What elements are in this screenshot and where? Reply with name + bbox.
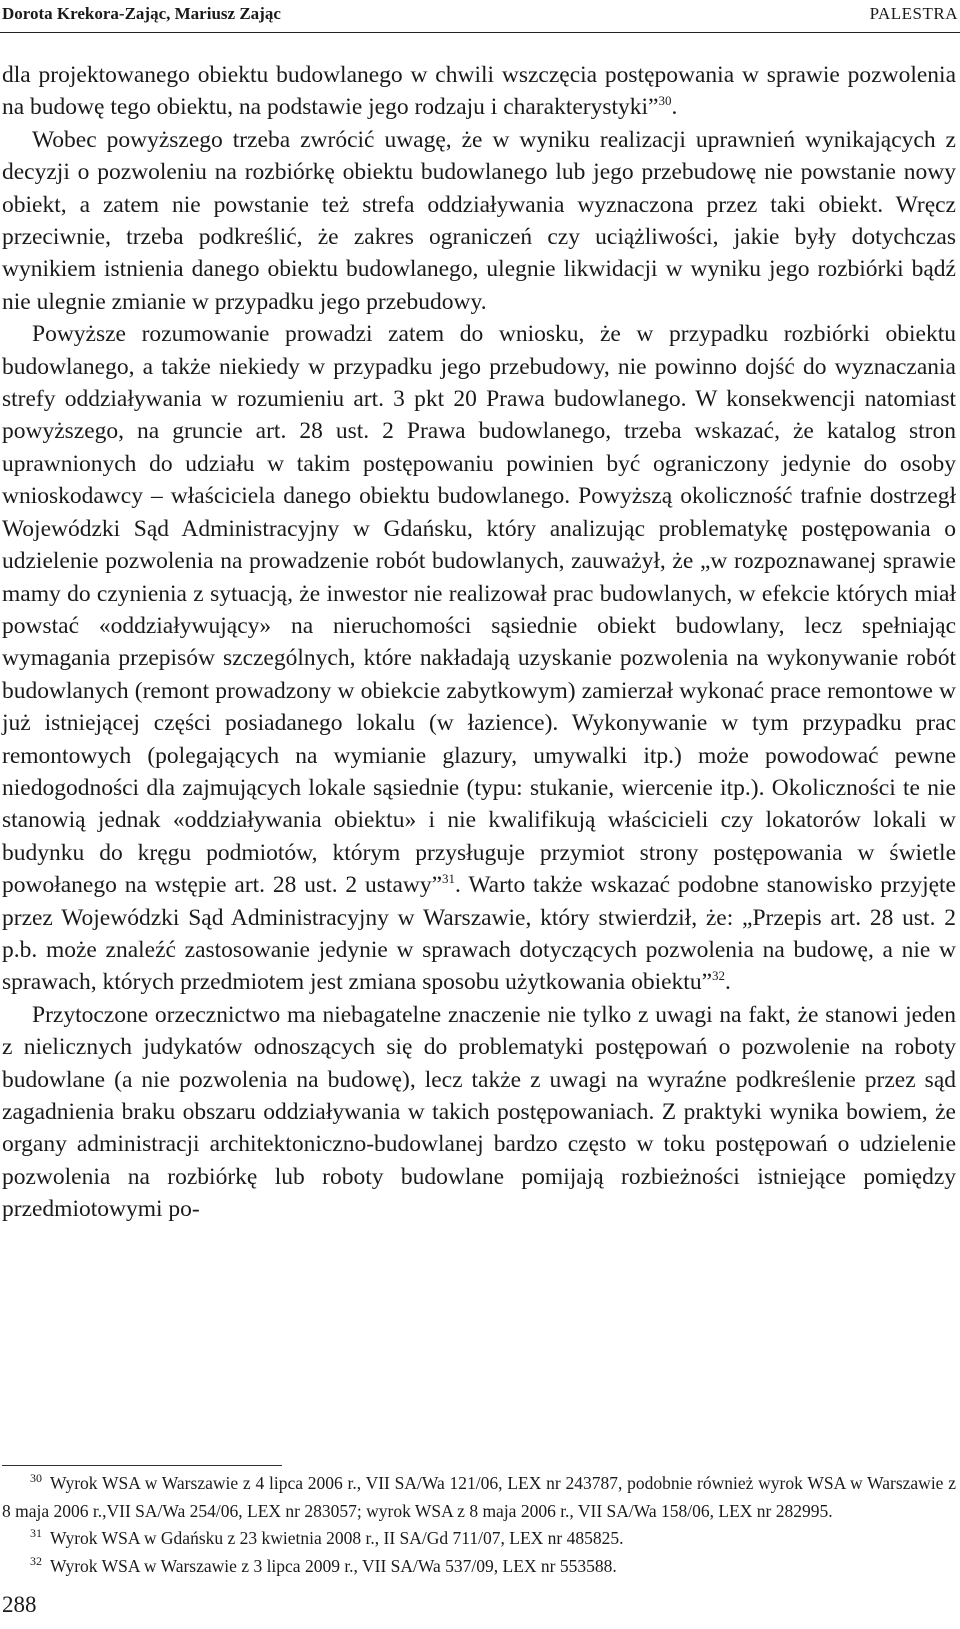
footnote-text: Wyrok WSA w Warszawie z 4 lipca 2006 r., VII SA/Wa 121/06, LEX nr 243787, podobnie również wyrok WSA w Warszawie z 8 maja 2006 r.,VII SA/Wa 254/06, LEX nr 283057; wyrok WSA z 8 maja 2006 r., VII SA/Wa 158/06, LEX nr 282995. (2, 1473, 956, 1521)
paragraph-text: Wobec powyższego trzeba zwrócić uwagę, że w wyniku realizacji uprawnień wynikających z decyzji o pozwoleniu na rozbiórkę obiektu budowlanego lub jego przebudowę nie powstanie nowy obiekt, a zatem nie powstanie też strefa oddziaływania wyznaczona przez taki obiekt. Wręcz przeciwnie, trzeba podkreślić, że zakres ograniczeń czy uciążliwości, jakie były dotychczas wynikiem istnienia danego obiektu budowlanego, ulegnie likwidacji w wyniku jego rozbiórki bądź nie ulegnie zmianie w przypadku jego przebudowy. (2, 126, 956, 315)
paragraph-text: Przytoczone orzecznictwo ma niebagatelne znaczenie nie tylko z uwagi na fakt, że stanowi jeden z nielicznych judykatów odnoszących się do problematyki postępowań o pozwolenie na roboty budowlane (a nie pozwolenia na budowę), lecz także z uwagi na wyraźne podkreślenie przez sąd zagadnienia braku obszaru oddziaływania w takich postępowaniach. Z praktyki wynika bowiem, że organy administracji architektoniczno-budowlanej bardzo często w toku postępowań o udzielenie pozwolenia na rozbiórkę lub roboty budowlane pomijają rozbieżności istniejące pomiędzy przedmiotowymi po- (2, 1001, 956, 1223)
footnotes (2, 1470, 956, 1580)
footnote-32 (2, 1553, 956, 1581)
footnote-30 (2, 1470, 956, 1525)
paragraph-text: . (671, 94, 678, 121)
footnote-ref-30[interactable]: 30 (658, 93, 672, 109)
running-header (0, 0, 960, 33)
footnote-number: 31 (30, 1526, 42, 1541)
paragraph-2 (2, 124, 956, 318)
paragraph-text: . Warto także wskazać podobne stanowisko przyjęte przez Wojewódzki Sąd Administracyjny w Warszawie, który stwierdził, że: „Przepis art. 28 ust. 2 p.b. może znaleźć zastosowanie jedynie w sprawach dotyczących pozwolenia na budowę, a nie w sprawach, których przedmiotem jest zmiana sposobu użytkowania obiektu” (2, 872, 956, 996)
header-authors: Dorota Krekora-Zając, Mariusz Zając (2, 4, 281, 23)
footnote-ref-32[interactable]: 32 (712, 968, 726, 984)
paragraph-1 (2, 59, 956, 124)
footnote-number: 32 (30, 1553, 42, 1568)
footnote-text: Wyrok WSA w Warszawie z 3 lipca 2009 r., VII SA/Wa 537/09, LEX nr 553588. (50, 1555, 617, 1576)
paragraph-text: Powyższe rozumowanie prowadzi zatem do wniosku, że w przypadku rozbiórki obiektu budowlanego, a także niekiedy w przypadku jego przebudowy, nie powinno dojść do wyznaczania strefy oddziaływania w rozumieniu art. 3 pkt 20 Prawa budowlanego. W konsekwencji natomiast powyższego, na gruncie art. 28 ust. 2 Prawa budowlanego, trzeba wskazać, że katalog stron uprawnionych do udziału w takim postępowaniu powinien być ograniczony jedynie do osoby wnioskodawcy – właściciela danego obiektu budowlanego. Powyższą okoliczność trafnie dostrzegł Wojewódzki Sąd Administracyjny w Gdańsku, który analizując problematykę postępowania o udzielenie pozwolenia na prowadzenie robót budowlanych, zauważył, że „w rozpoznawanej sprawie mamy do czynienia z sytuacją, że inwestor nie realizował prac budowlanych, w efekcie których miał powstać «oddziaływujący» na nieruchomości sąsiednie obiekt budowlany, lecz spełniając wymagania przepisów szczególnych, które nakładają uzyskanie pozwolenia na wykonywanie robót budowlanych (remont prowadzony w obiekcie zabytkowym) zamierzał wykonać prace remontowe w już istniejącej części posiadanego lokalu (w łazience). Wykonywanie w tym przypadku prac remontowych (polegających na wymianie glazury, umywalki itp.) może powodować pewne niedogodności dla zajmujących lokale sąsiednie (typu: stukanie, wiercenie itp.). Okoliczności te nie stanowią jednak «oddziaływania obiektu» i nie kwalifikują właścicieli czy lokatorów lokali w budynku do kręgu podmiotów, którym przysługuje przymiot strony postępowania w świetle powołanego na wstępie art. 28 ust. 2 ustawy” (2, 321, 956, 899)
footnote-text: Wyrok WSA w Gdańsku z 23 kwietnia 2008 r., II SA/Gd 711/07, LEX nr 485825. (50, 1528, 624, 1548)
paragraph-4 (2, 999, 956, 1226)
paragraph-3 (2, 318, 956, 999)
footnote-ref-31[interactable]: 31 (442, 871, 456, 887)
body-text (2, 59, 956, 1226)
footnote-31 (2, 1525, 956, 1553)
footnote-number: 30 (30, 1471, 42, 1486)
paragraph-text: . (725, 969, 731, 996)
paragraph-text: dla projektowanego obiektu budowlanego w chwili wszczęcia postępowania w sprawie pozwolenia na budowę tego obiektu, na podstawie jego rodzaju i charakterystyki” (2, 62, 956, 121)
page-number: 288 (2, 1592, 37, 1617)
footnote-divider (2, 1465, 282, 1466)
header-journal-name: PALESTRA (869, 4, 958, 23)
